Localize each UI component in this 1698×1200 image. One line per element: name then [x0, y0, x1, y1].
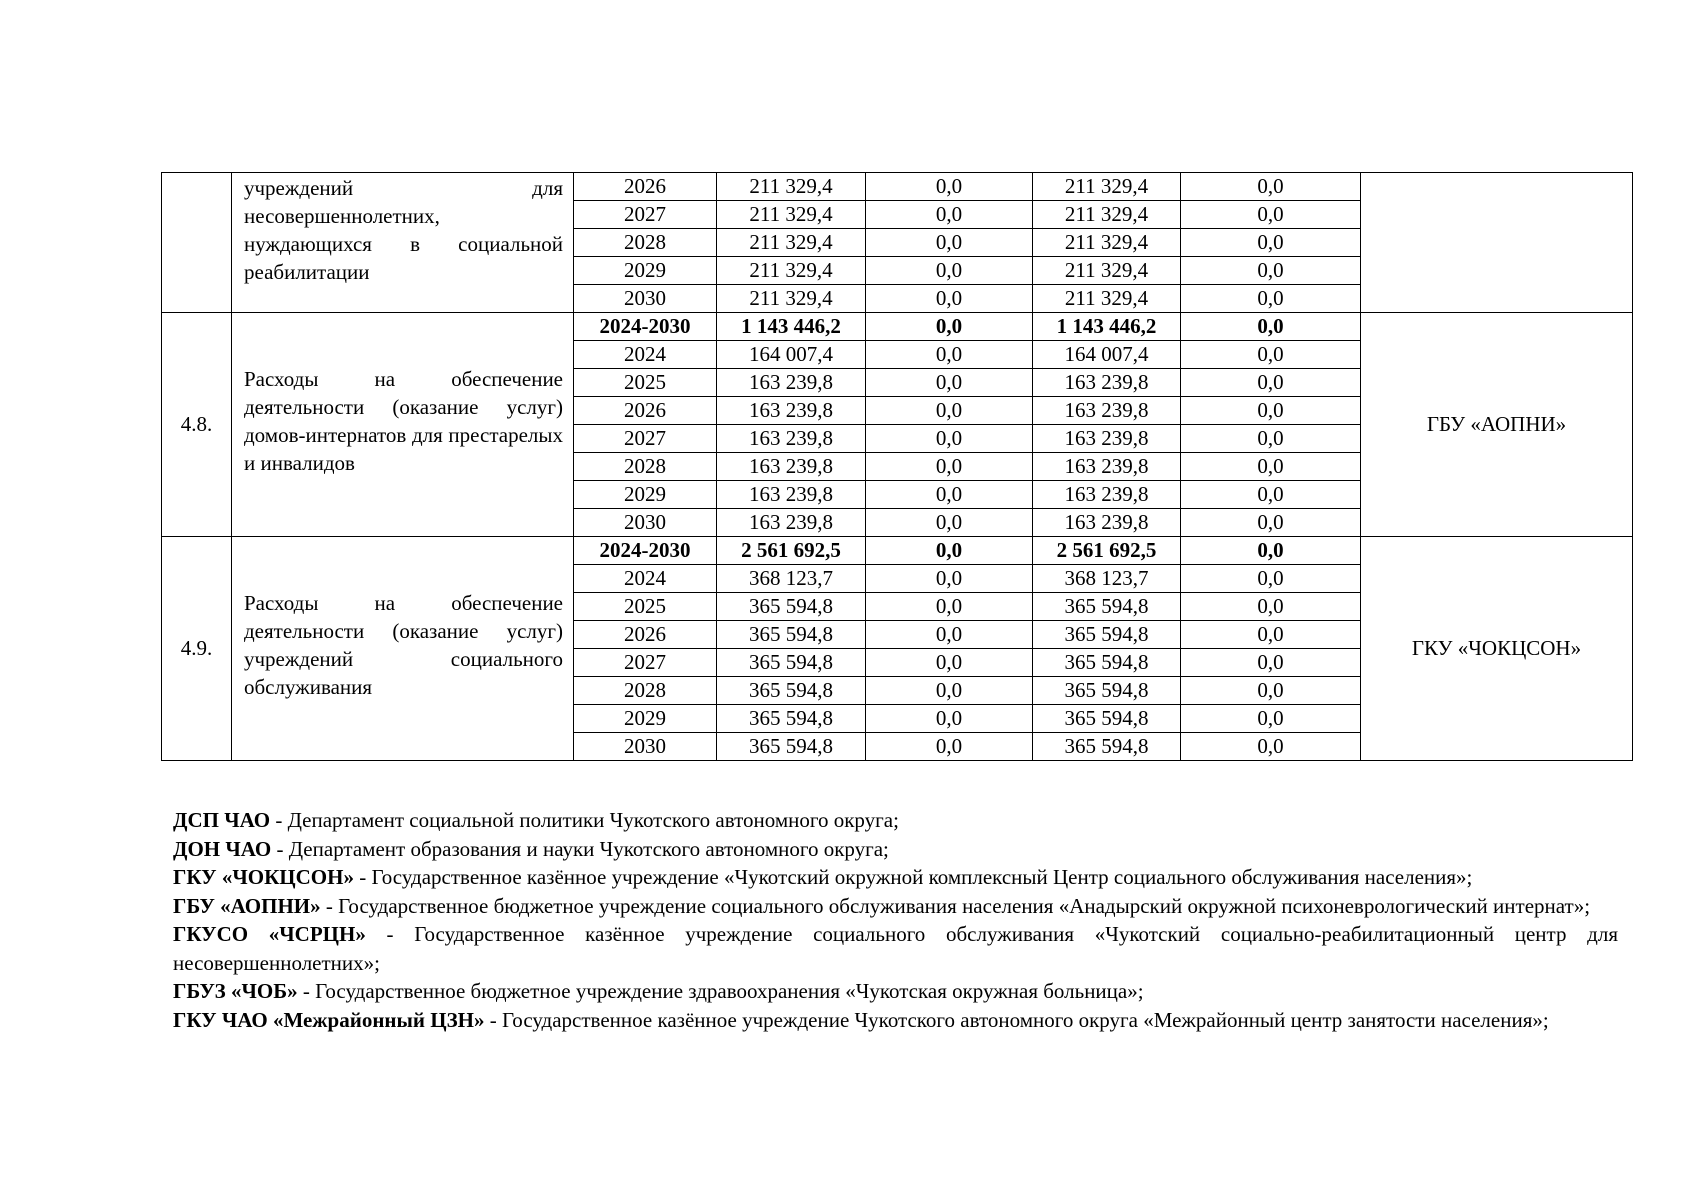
year-cell: 2026	[574, 397, 717, 425]
table-row-total	[162, 313, 1633, 341]
measure-name: Расходы на обеспечение деятельности (оказание услуг) домов-интернатов для престарелых и инвалидов	[232, 313, 574, 537]
federal-cell: 0,0	[866, 341, 1033, 369]
total-cell: 163 239,8	[717, 397, 866, 425]
year-cell: 2025	[574, 593, 717, 621]
legend-abbr: ДСП ЧАО	[173, 808, 271, 832]
regional-cell: 211 329,4	[1033, 173, 1181, 201]
abbreviations-legend	[173, 806, 1618, 1034]
other-cell: 0,0	[1181, 285, 1361, 313]
other-cell: 0,0	[1181, 313, 1361, 341]
other-cell: 0,0	[1181, 649, 1361, 677]
executor-cell: ГБУ «АОПНИ»	[1361, 313, 1633, 537]
regional-cell: 211 329,4	[1033, 285, 1181, 313]
legend-abbr: ГБУ «АОПНИ»	[173, 893, 321, 918]
federal-cell: 0,0	[866, 201, 1033, 229]
regional-cell: 365 594,8	[1033, 621, 1181, 649]
total-cell: 2 561 692,5	[717, 537, 866, 565]
total-cell: 211 329,4	[717, 201, 866, 229]
total-cell: 1 143 446,2	[717, 313, 866, 341]
federal-cell: 0,0	[866, 677, 1033, 705]
federal-cell: 0,0	[866, 257, 1033, 285]
total-cell: 163 239,8	[717, 369, 866, 397]
legend-abbr: ДОН ЧАО	[173, 836, 272, 861]
regional-cell: 163 239,8	[1033, 369, 1181, 397]
year-cell: 2030	[574, 733, 717, 761]
table-row	[162, 173, 1633, 201]
legend-text: - Государственное казённое учреждение Чукотского автономного округа «Межрайонный центр занятости населения»;	[484, 1007, 1549, 1032]
year-cell: 2025	[574, 369, 717, 397]
year-cell: 2028	[574, 453, 717, 481]
year-cell: 2026	[574, 173, 717, 201]
other-cell: 0,0	[1181, 677, 1361, 705]
other-cell: 0,0	[1181, 593, 1361, 621]
legend-item	[173, 892, 1618, 921]
federal-cell: 0,0	[866, 313, 1033, 341]
total-cell: 211 329,4	[717, 285, 866, 313]
federal-cell: 0,0	[866, 285, 1033, 313]
total-cell: 163 239,8	[717, 481, 866, 509]
legend-text: - Государственное бюджетное учреждение здравоохранения «Чукотская окружная больница»;	[297, 979, 1144, 1003]
total-cell: 365 594,8	[717, 649, 866, 677]
other-cell: 0,0	[1181, 733, 1361, 761]
year-cell: 2026	[574, 621, 717, 649]
year-cell: 2028	[574, 229, 717, 257]
legend-abbr: ГБУЗ «ЧОБ»	[173, 979, 298, 1003]
legend-text: - Департамент образования и науки Чукотского автономного округа;	[271, 836, 889, 861]
other-cell: 0,0	[1181, 481, 1361, 509]
legend-item	[173, 835, 1618, 864]
legend-abbr: ГКУСО «ЧСРЦН»	[173, 922, 366, 946]
legend-text: - Департамент социальной политики Чукотского автономного округа;	[270, 808, 899, 832]
year-cell: 2027	[574, 649, 717, 677]
legend-item	[173, 806, 1618, 835]
budget-table	[161, 172, 1633, 761]
federal-cell: 0,0	[866, 229, 1033, 257]
total-cell: 211 329,4	[717, 229, 866, 257]
federal-cell: 0,0	[866, 565, 1033, 593]
year-cell: 2030	[574, 509, 717, 537]
executor-cell	[1361, 173, 1633, 313]
year-cell: 2029	[574, 481, 717, 509]
total-cell: 365 594,8	[717, 621, 866, 649]
year-cell: 2024-2030	[574, 537, 717, 565]
row-number: 4.8.	[162, 313, 232, 537]
regional-cell: 164 007,4	[1033, 341, 1181, 369]
total-cell: 365 594,8	[717, 705, 866, 733]
other-cell: 0,0	[1181, 565, 1361, 593]
regional-cell: 365 594,8	[1033, 649, 1181, 677]
total-cell: 211 329,4	[717, 257, 866, 285]
regional-cell: 365 594,8	[1033, 705, 1181, 733]
regional-cell: 211 329,4	[1033, 229, 1181, 257]
executor-cell: ГКУ «ЧОКЦСОН»	[1361, 537, 1633, 761]
regional-cell: 1 143 446,2	[1033, 313, 1181, 341]
regional-cell: 163 239,8	[1033, 453, 1181, 481]
regional-cell: 365 594,8	[1033, 677, 1181, 705]
total-cell: 164 007,4	[717, 341, 866, 369]
other-cell: 0,0	[1181, 453, 1361, 481]
other-cell: 0,0	[1181, 425, 1361, 453]
regional-cell: 365 594,8	[1033, 593, 1181, 621]
year-cell: 2027	[574, 201, 717, 229]
federal-cell: 0,0	[866, 509, 1033, 537]
table-row-total	[162, 537, 1633, 565]
row-number	[162, 173, 232, 313]
legend-item	[173, 1006, 1618, 1035]
regional-cell: 2 561 692,5	[1033, 537, 1181, 565]
legend-item	[173, 977, 1618, 1006]
row-number: 4.9.	[162, 537, 232, 761]
other-cell: 0,0	[1181, 397, 1361, 425]
other-cell: 0,0	[1181, 173, 1361, 201]
other-cell: 0,0	[1181, 509, 1361, 537]
regional-cell: 211 329,4	[1033, 201, 1181, 229]
other-cell: 0,0	[1181, 537, 1361, 565]
other-cell: 0,0	[1181, 257, 1361, 285]
federal-cell: 0,0	[866, 369, 1033, 397]
federal-cell: 0,0	[866, 649, 1033, 677]
legend-abbr: ГКУ ЧАО «Межрайонный ЦЗН»	[173, 1007, 485, 1032]
other-cell: 0,0	[1181, 621, 1361, 649]
total-cell: 365 594,8	[717, 677, 866, 705]
regional-cell: 365 594,8	[1033, 733, 1181, 761]
regional-cell: 163 239,8	[1033, 425, 1181, 453]
year-cell: 2028	[574, 677, 717, 705]
other-cell: 0,0	[1181, 229, 1361, 257]
legend-text: - Государственное казённое учреждение социального обслуживания «Чукотский социально-реабилитационный центр для несовершеннолетних»;	[173, 922, 1618, 975]
other-cell: 0,0	[1181, 341, 1361, 369]
federal-cell: 0,0	[866, 733, 1033, 761]
regional-cell: 163 239,8	[1033, 481, 1181, 509]
year-cell: 2029	[574, 257, 717, 285]
federal-cell: 0,0	[866, 481, 1033, 509]
total-cell: 163 239,8	[717, 509, 866, 537]
total-cell: 163 239,8	[717, 425, 866, 453]
total-cell: 365 594,8	[717, 593, 866, 621]
total-cell: 365 594,8	[717, 733, 866, 761]
total-cell: 211 329,4	[717, 173, 866, 201]
year-cell: 2029	[574, 705, 717, 733]
regional-cell: 211 329,4	[1033, 257, 1181, 285]
federal-cell: 0,0	[866, 425, 1033, 453]
total-cell: 368 123,7	[717, 565, 866, 593]
federal-cell: 0,0	[866, 537, 1033, 565]
year-cell: 2024	[574, 565, 717, 593]
measure-name: учреждений для несовершеннолетних, нуждающихся в социальной реабилитации	[232, 173, 574, 313]
other-cell: 0,0	[1181, 201, 1361, 229]
legend-text: - Государственное казённое учреждение «Чукотский окружной комплексный Центр социального обслуживания населения»;	[353, 865, 1473, 889]
federal-cell: 0,0	[866, 621, 1033, 649]
other-cell: 0,0	[1181, 369, 1361, 397]
federal-cell: 0,0	[866, 593, 1033, 621]
measure-name: Расходы на обеспечение деятельности (оказание услуг) учреждений социального обслуживания	[232, 537, 574, 761]
federal-cell: 0,0	[866, 173, 1033, 201]
year-cell: 2024-2030	[574, 313, 717, 341]
federal-cell: 0,0	[866, 705, 1033, 733]
legend-item	[173, 920, 1618, 977]
regional-cell: 163 239,8	[1033, 397, 1181, 425]
year-cell: 2027	[574, 425, 717, 453]
year-cell: 2030	[574, 285, 717, 313]
other-cell: 0,0	[1181, 705, 1361, 733]
legend-text: - Государственное бюджетное учреждение социального обслуживания населения «Анадырский окружной психоневрологический интернат»;	[320, 893, 1591, 918]
legend-item	[173, 863, 1618, 892]
federal-cell: 0,0	[866, 453, 1033, 481]
legend-abbr: ГКУ «ЧОКЦСОН»	[173, 865, 354, 889]
total-cell: 163 239,8	[717, 453, 866, 481]
regional-cell: 368 123,7	[1033, 565, 1181, 593]
regional-cell: 163 239,8	[1033, 509, 1181, 537]
year-cell: 2024	[574, 341, 717, 369]
federal-cell: 0,0	[866, 397, 1033, 425]
